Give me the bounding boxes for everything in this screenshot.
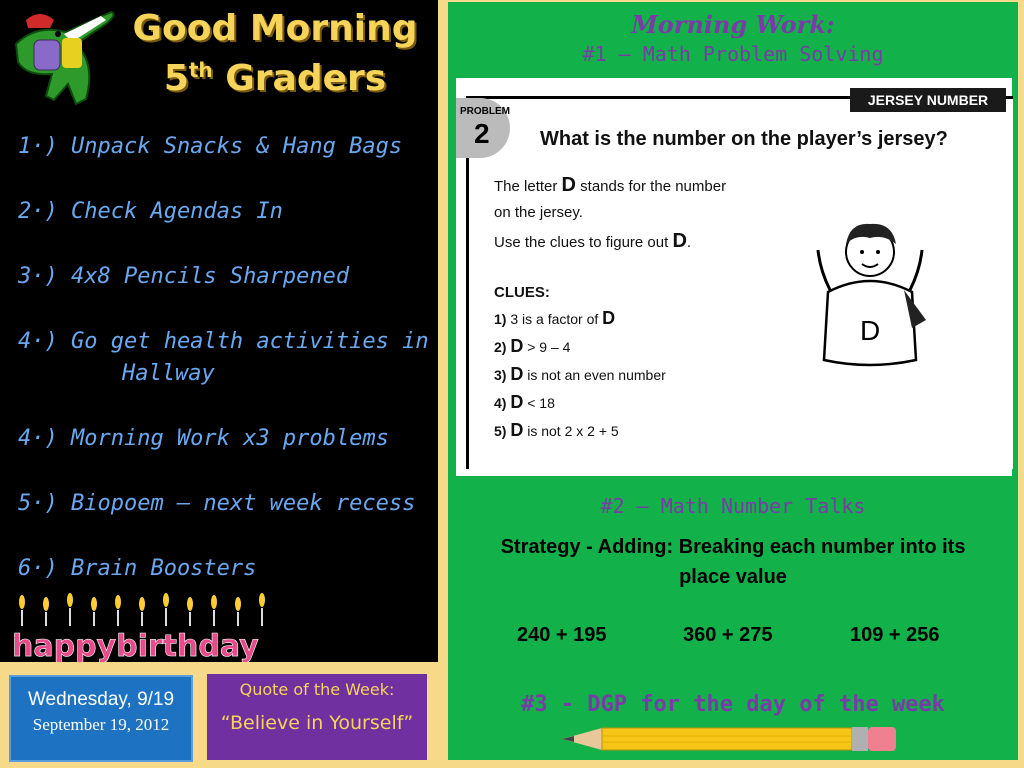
page-title: Good Morning [132, 8, 418, 49]
clue-item: 2) D > 9 – 4 [494, 336, 571, 356]
problem-badge-label: PROBLEM [460, 106, 510, 117]
task-item: 1·) Unpack Snacks & Hang Bags [18, 134, 403, 159]
morning-work-subtitle: #1 – Math Problem Solving [582, 42, 884, 66]
number-talks-title: #2 – Math Number Talks [600, 494, 866, 518]
dgp-task: #3 - DGP for the day of the week [521, 692, 945, 717]
clue-item: 3) D is not an even number [494, 364, 666, 384]
morning-work-title: Morning Work: [631, 10, 835, 39]
number-talk-problem: 109 + 256 [850, 624, 940, 646]
number-talks-strategy: Strategy - Adding: Breaking each number into its place value [500, 536, 966, 588]
clue-item: 1) 3 is a factor of D [494, 308, 616, 328]
task-item: 5·) Biopoem – next week recess [18, 491, 416, 516]
number-talk-problem: 240 + 195 [517, 624, 607, 646]
problem-text-line: The letter D stands for the number [494, 174, 727, 196]
clues-label: CLUES: [494, 284, 550, 301]
problem-text-line: on the jersey. [494, 204, 583, 221]
task-item: 4·) Morning Work x3 problems [18, 426, 389, 451]
page-subtitle: 5th Graders [163, 58, 387, 99]
clue-item: 5) D is not 2 x 2 + 5 [494, 420, 619, 440]
alligator-mascot-icon [6, 4, 126, 116]
jersey-letter: D [860, 315, 881, 346]
player-illustration-icon [800, 210, 940, 370]
problem-text-line: Use the clues to figure out D. [494, 230, 692, 252]
task-item: 3·) 4x8 Pencils Sharpened [18, 264, 350, 289]
task-item: 4·) Go get health activities in [18, 329, 429, 354]
date-box [9, 675, 193, 762]
birthday-candles-icon [8, 592, 288, 662]
clue-item: 4) D < 18 [494, 392, 555, 412]
date-long: September 19, 2012 [32, 715, 170, 734]
task-item-continuation: Hallway [122, 361, 215, 386]
quote-box [207, 674, 427, 760]
task-item: 2·) Check Agendas In [18, 199, 283, 224]
number-talk-problem: 360 + 275 [683, 624, 773, 646]
quote-text: “Believe in Yourself” [220, 712, 414, 734]
birthday-text: happybirthday [12, 629, 259, 662]
problem-tag: JERSEY NUMBER [850, 88, 1006, 112]
problem-question: What is the number on the player’s jersey? [540, 128, 948, 150]
problem-badge-number: 2 [474, 118, 490, 149]
quote-label: Quote of the Week: [239, 680, 395, 699]
date-short: Wednesday, 9/19 [27, 689, 175, 710]
pencil-icon [562, 724, 896, 754]
task-item: 6·) Brain Boosters [18, 556, 257, 581]
